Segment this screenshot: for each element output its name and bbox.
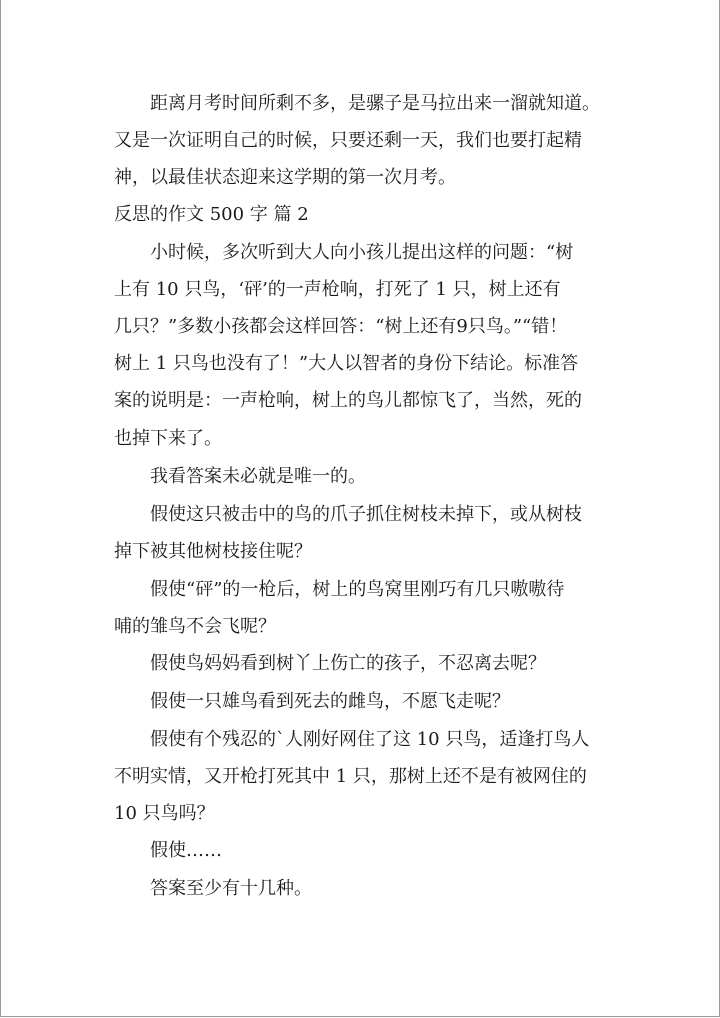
text-line: 10 只鸟吗？ <box>114 803 215 824</box>
text-line: 距离月考时间所剩不多，是骡子是马拉出来一溜就知道。 <box>150 93 600 114</box>
text-line: 小时候，多次听到大人向小孩儿提出这样的问题：“树 <box>150 242 574 263</box>
text-line: 假使这只被击中的鸟的爪子抓住树枝未掉下，或从树枝 <box>150 504 582 525</box>
text-line: 不明实情，又开枪打死其中 1 只，那树上还不是有被网住的 <box>114 766 587 787</box>
text-line: 假使“砰”的一枪后，树上的鸟窝里刚巧有几只嗷嗷待 <box>150 579 565 600</box>
text-line: 哺的雏鸟不会飞呢？ <box>114 616 276 637</box>
text-line: 答案至少有十几种。 <box>150 878 312 899</box>
text-line: 掉下被其他树枝接住呢？ <box>114 541 312 562</box>
section-heading: 反思的作文 500 字 篇 2 <box>114 204 309 225</box>
text-line: 假使…… <box>150 840 222 861</box>
text-line: 也掉下来了。 <box>114 428 222 449</box>
text-line: 假使一只雄鸟看到死去的雌鸟，不愿飞走呢？ <box>150 691 510 712</box>
text-line: 又是一次证明自己的时候，只要还剩一天，我们也要打起精 <box>114 130 582 151</box>
text-line: 我看答案未必就是唯一的。 <box>150 466 366 487</box>
text-line: 神，以最佳状态迎来这学期的第一次月考。 <box>114 167 456 188</box>
text-line: 假使有个残忍的`人刚好网住了这 10 只鸟，适逢打鸟人 <box>150 729 590 750</box>
text-line: 上有 10 只鸟，‘砰’的一声枪响，打死了 1 只，树上还有 <box>114 279 561 300</box>
text-line: 案的说明是：一声枪响，树上的鸟儿都惊飞了，当然，死的 <box>114 390 582 411</box>
text-line: 假使鸟妈妈看到树丫上伤亡的孩子，不忍离去呢？ <box>150 653 546 674</box>
text-line: 几只？”多数小孩都会这样回答：“树上还有9只鸟。”“错！ <box>114 316 568 337</box>
text-line: 树上 1 只鸟也没有了！”大人以智者的身份下结论。标准答 <box>114 353 579 374</box>
